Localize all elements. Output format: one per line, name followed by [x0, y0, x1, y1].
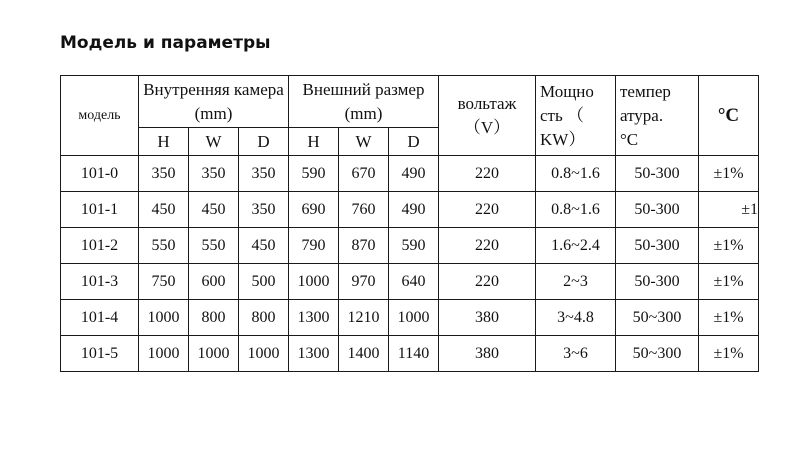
cell-voltage: 220: [439, 192, 536, 228]
cell-outer-d: 1140: [389, 336, 439, 372]
header-inner-h: H: [139, 128, 189, 156]
cell-model: 101-1: [61, 192, 139, 228]
cell-outer-h: 1300: [289, 300, 339, 336]
parameters-table: [60, 75, 759, 372]
cell-accuracy: ±1%: [699, 228, 759, 264]
cell-outer-h: 790: [289, 228, 339, 264]
cell-inner-d: 450: [239, 228, 289, 264]
cell-outer-w: 1400: [339, 336, 389, 372]
cell-inner-w: 550: [189, 228, 239, 264]
cell-voltage: 380: [439, 300, 536, 336]
cell-inner-w: 600: [189, 264, 239, 300]
header-voltage: вольтаж （V）: [439, 76, 536, 156]
header-power: Мощно сть （ KW）: [536, 76, 616, 156]
cell-outer-h: 1000: [289, 264, 339, 300]
table-row: [61, 156, 759, 192]
cell-outer-d: 490: [389, 192, 439, 228]
cell-accuracy: ±1: [699, 192, 759, 228]
cell-power: 0.8~1.6: [536, 156, 616, 192]
cell-outer-d: 490: [389, 156, 439, 192]
cell-accuracy: ±1%: [699, 300, 759, 336]
cell-inner-h: 450: [139, 192, 189, 228]
cell-outer-h: 590: [289, 156, 339, 192]
cell-temperature: 50-300: [616, 228, 699, 264]
cell-inner-h: 1000: [139, 336, 189, 372]
cell-outer-d: 640: [389, 264, 439, 300]
cell-model: 101-3: [61, 264, 139, 300]
cell-inner-w: 350: [189, 156, 239, 192]
cell-outer-w: 760: [339, 192, 389, 228]
table-row: [61, 300, 759, 336]
cell-accuracy: ±1%: [699, 156, 759, 192]
cell-model: 101-0: [61, 156, 139, 192]
table-row: [61, 264, 759, 300]
cell-voltage: 380: [439, 336, 536, 372]
cell-inner-d: 350: [239, 156, 289, 192]
cell-model: 101-5: [61, 336, 139, 372]
cell-accuracy: ±1%: [699, 336, 759, 372]
header-inner-d: D: [239, 128, 289, 156]
cell-inner-w: 1000: [189, 336, 239, 372]
cell-inner-h: 750: [139, 264, 189, 300]
cell-temperature: 50~300: [616, 336, 699, 372]
cell-outer-d: 590: [389, 228, 439, 264]
cell-inner-h: 1000: [139, 300, 189, 336]
page-title: Модель и параметры: [60, 33, 271, 53]
cell-power: 3~4.8: [536, 300, 616, 336]
cell-outer-w: 870: [339, 228, 389, 264]
table-row: [61, 336, 759, 372]
cell-inner-h: 550: [139, 228, 189, 264]
cell-outer-w: 1210: [339, 300, 389, 336]
cell-voltage: 220: [439, 228, 536, 264]
cell-power: 0.8~1.6: [536, 192, 616, 228]
header-outer-w: W: [339, 128, 389, 156]
cell-inner-h: 350: [139, 156, 189, 192]
cell-voltage: 220: [439, 156, 536, 192]
cell-temperature: 50-300: [616, 264, 699, 300]
cell-temperature: 50-300: [616, 192, 699, 228]
cell-outer-w: 970: [339, 264, 389, 300]
cell-inner-w: 450: [189, 192, 239, 228]
header-temperature: темпер атура. °C: [616, 76, 699, 156]
cell-power: 3~6: [536, 336, 616, 372]
cell-outer-d: 1000: [389, 300, 439, 336]
cell-inner-w: 800: [189, 300, 239, 336]
cell-voltage: 220: [439, 264, 536, 300]
cell-outer-w: 670: [339, 156, 389, 192]
header-outer-h: H: [289, 128, 339, 156]
cell-outer-h: 690: [289, 192, 339, 228]
header-inner-w: W: [189, 128, 239, 156]
cell-model: 101-4: [61, 300, 139, 336]
cell-temperature: 50~300: [616, 300, 699, 336]
table-row: [61, 228, 759, 264]
cell-model: 101-2: [61, 228, 139, 264]
cell-power: 2~3: [536, 264, 616, 300]
header-model: модель: [61, 76, 139, 156]
cell-inner-d: 800: [239, 300, 289, 336]
header-inner-chamber: Внутренняя камера (mm): [139, 76, 289, 128]
header-outer-d: D: [389, 128, 439, 156]
cell-power: 1.6~2.4: [536, 228, 616, 264]
header-outer-size: Внешний размер (mm): [289, 76, 439, 128]
cell-outer-h: 1300: [289, 336, 339, 372]
cell-inner-d: 1000: [239, 336, 289, 372]
cell-temperature: 50-300: [616, 156, 699, 192]
header-accuracy: °C: [699, 76, 759, 156]
cell-accuracy: ±1%: [699, 264, 759, 300]
cell-inner-d: 350: [239, 192, 289, 228]
cell-inner-d: 500: [239, 264, 289, 300]
table-row: [61, 192, 759, 228]
